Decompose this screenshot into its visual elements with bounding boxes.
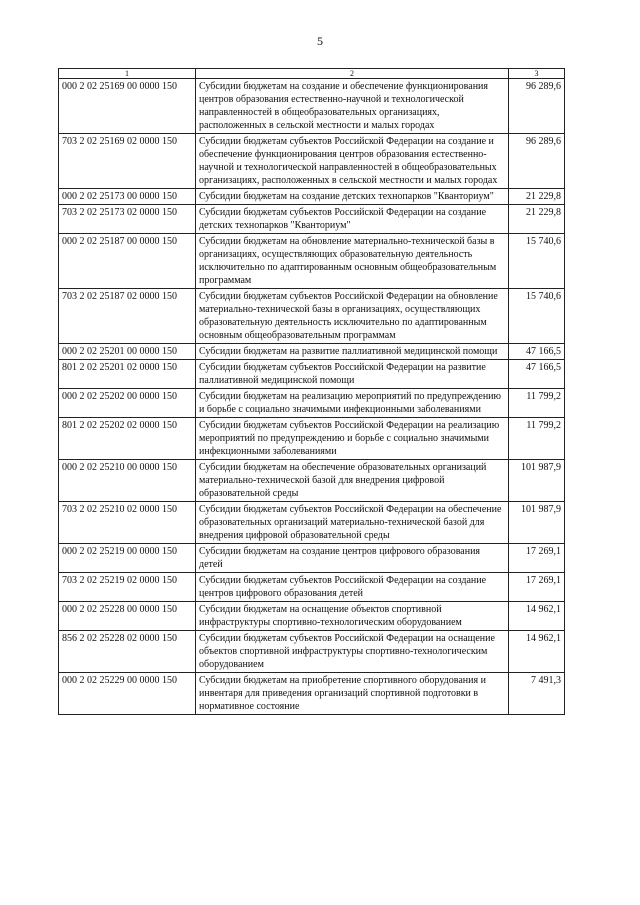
amount-cell: 15 740,6 bbox=[509, 234, 565, 289]
table-row bbox=[59, 673, 565, 715]
budget-code-cell: 000 2 02 25219 00 0000 150 bbox=[59, 544, 196, 573]
amount-cell: 47 166,5 bbox=[509, 360, 565, 389]
budget-code-cell: 000 2 02 25169 00 0000 150 bbox=[59, 79, 196, 134]
budget-code-cell: 000 2 02 25173 00 0000 150 bbox=[59, 189, 196, 205]
description-cell: Субсидии бюджетам субъектов Российской Федерации на реализацию мероприятий по предупреждению и борьбе с социально значимыми инфекционными заболеваниями bbox=[196, 418, 509, 460]
description-cell: Субсидии бюджетам субъектов Российской Федерации на создание детских технопарков "Кванториум" bbox=[196, 205, 509, 234]
table-row bbox=[59, 418, 565, 460]
amount-cell: 101 987,9 bbox=[509, 502, 565, 544]
budget-code-cell: 703 2 02 25210 02 0000 150 bbox=[59, 502, 196, 544]
table-row bbox=[59, 460, 565, 502]
budget-code-cell: 801 2 02 25201 02 0000 150 bbox=[59, 360, 196, 389]
budget-code-cell: 856 2 02 25228 02 0000 150 bbox=[59, 631, 196, 673]
amount-cell: 14 962,1 bbox=[509, 602, 565, 631]
budget-code-cell: 000 2 02 25202 00 0000 150 bbox=[59, 389, 196, 418]
description-cell: Субсидии бюджетам на оснащение объектов спортивной инфраструктуры спортивно-технологическим оборудованием bbox=[196, 602, 509, 631]
table-row bbox=[59, 502, 565, 544]
table-row bbox=[59, 189, 565, 205]
table-row bbox=[59, 79, 565, 134]
description-cell: Субсидии бюджетам на реализацию мероприятий по предупреждению и борьбе с социально значимыми инфекционными заболеваниями bbox=[196, 389, 509, 418]
budget-code-cell: 703 2 02 25219 02 0000 150 bbox=[59, 573, 196, 602]
table-row bbox=[59, 602, 565, 631]
budget-code-cell: 703 2 02 25173 02 0000 150 bbox=[59, 205, 196, 234]
budget-table bbox=[58, 68, 565, 715]
table-row bbox=[59, 205, 565, 234]
budget-code-cell: 703 2 02 25169 02 0000 150 bbox=[59, 134, 196, 189]
table-row bbox=[59, 344, 565, 360]
column-header-code: 1 bbox=[59, 69, 196, 79]
description-cell: Субсидии бюджетам на создание детских технопарков "Кванториум" bbox=[196, 189, 509, 205]
table-row bbox=[59, 573, 565, 602]
budget-code-cell: 000 2 02 25187 00 0000 150 bbox=[59, 234, 196, 289]
description-cell: Субсидии бюджетам на приобретение спортивного оборудования и инвентаря для приведения организаций спортивной подготовки в нормативное состояние bbox=[196, 673, 509, 715]
description-cell: Субсидии бюджетам на обеспечение образовательных организаций материально-технической базой для внедрения цифровой образовательной среды bbox=[196, 460, 509, 502]
table-row bbox=[59, 234, 565, 289]
table-row bbox=[59, 289, 565, 344]
budget-code-cell: 801 2 02 25202 02 0000 150 bbox=[59, 418, 196, 460]
amount-cell: 96 289,6 bbox=[509, 134, 565, 189]
description-cell: Субсидии бюджетам на создание и обеспечение функционирования центров образования естественно-научной и технологической направленностей в общеобразовательных организациях, расположенных в сельской местности и малых городах bbox=[196, 79, 509, 134]
column-header-amount: 3 bbox=[509, 69, 565, 79]
table-row bbox=[59, 134, 565, 189]
amount-cell: 17 269,1 bbox=[509, 573, 565, 602]
table-row bbox=[59, 360, 565, 389]
table-row bbox=[59, 389, 565, 418]
amount-cell: 17 269,1 bbox=[509, 544, 565, 573]
amount-cell: 21 229,8 bbox=[509, 205, 565, 234]
amount-cell: 7 491,3 bbox=[509, 673, 565, 715]
amount-cell: 96 289,6 bbox=[509, 79, 565, 134]
amount-cell: 47 166,5 bbox=[509, 344, 565, 360]
description-cell: Субсидии бюджетам на развитие паллиативной медицинской помощи bbox=[196, 344, 509, 360]
description-cell: Субсидии бюджетам субъектов Российской Федерации на обеспечение образовательных организаций материально-технической базой для внедрения цифровой образовательной среды bbox=[196, 502, 509, 544]
page-number: 5 bbox=[317, 34, 323, 48]
table-body bbox=[59, 79, 565, 715]
budget-code-cell: 000 2 02 25229 00 0000 150 bbox=[59, 673, 196, 715]
description-cell: Субсидии бюджетам субъектов Российской Федерации на создание центров цифрового образования детей bbox=[196, 573, 509, 602]
description-cell: Субсидии бюджетам на обновление материально-технической базы в организациях, осуществляющих образовательную деятельность исключительно по адаптированным основным общеобразовательным программам bbox=[196, 234, 509, 289]
budget-code-cell: 000 2 02 25210 00 0000 150 bbox=[59, 460, 196, 502]
amount-cell: 14 962,1 bbox=[509, 631, 565, 673]
amount-cell: 101 987,9 bbox=[509, 460, 565, 502]
column-header-description: 2 bbox=[196, 69, 509, 79]
description-cell: Субсидии бюджетам субъектов Российской Федерации на обновление материально-технической базы в организациях, осуществляющих образовательную деятельность исключительно по адаптированным основным общеобразовательным программам bbox=[196, 289, 509, 344]
budget-code-cell: 000 2 02 25201 00 0000 150 bbox=[59, 344, 196, 360]
amount-cell: 21 229,8 bbox=[509, 189, 565, 205]
amount-cell: 11 799,2 bbox=[509, 389, 565, 418]
description-cell: Субсидии бюджетам субъектов Российской Федерации на развитие паллиативной медицинской помощи bbox=[196, 360, 509, 389]
table-header-row bbox=[59, 69, 565, 79]
description-cell: Субсидии бюджетам субъектов Российской Федерации на создание и обеспечение функционирования центров образования естественно-научной и технологической направленностей в общеобразовательных организациях, расположенных в сельской местности и малых городах bbox=[196, 134, 509, 189]
table-row bbox=[59, 544, 565, 573]
description-cell: Субсидии бюджетам на создание центров цифрового образования детей bbox=[196, 544, 509, 573]
amount-cell: 11 799,2 bbox=[509, 418, 565, 460]
table-row bbox=[59, 631, 565, 673]
amount-cell: 15 740,6 bbox=[509, 289, 565, 344]
budget-code-cell: 703 2 02 25187 02 0000 150 bbox=[59, 289, 196, 344]
description-cell: Субсидии бюджетам субъектов Российской Федерации на оснащение объектов спортивной инфраструктуры спортивно-технологическим оборудованием bbox=[196, 631, 509, 673]
budget-code-cell: 000 2 02 25228 00 0000 150 bbox=[59, 602, 196, 631]
